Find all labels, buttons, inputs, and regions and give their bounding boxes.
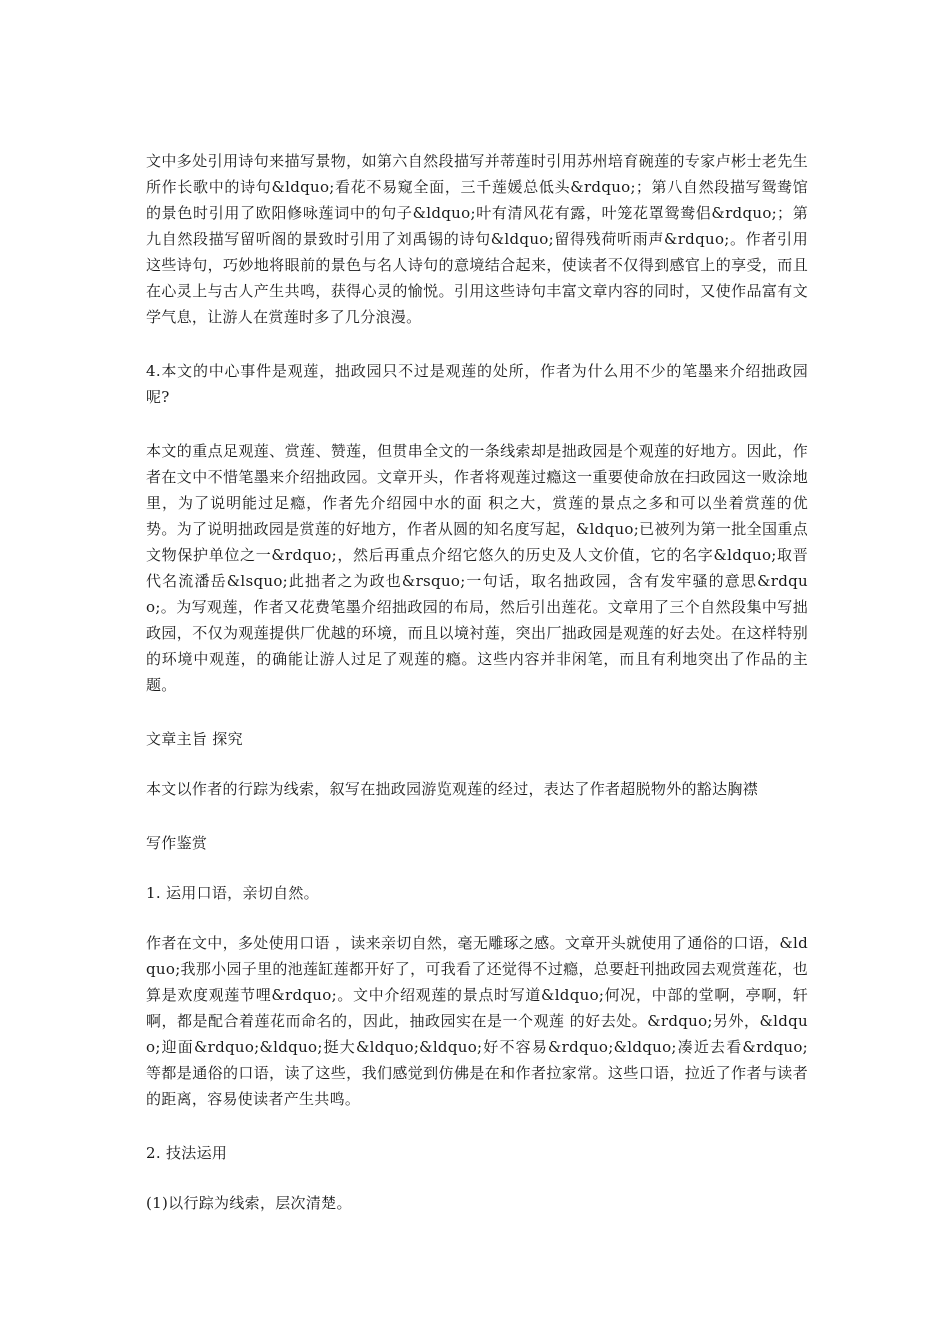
point-1-heading: 1. 运用口语，亲切自然。 [146, 884, 319, 902]
document-page [146, 148, 808, 1244]
theme-summary: 本文以作者的行踪为线索，叙写在拙政园游览观莲的经过，表达了作者超脱物外的豁达胸襟 [146, 780, 759, 798]
paragraph-poetry-quotes: 文中多处引用诗句来描写景物，如第六自然段描写并蒂莲时引用苏州培育碗莲的专家卢彬士老先生所作长歌中的诗句&ldquo;看花不易窥全面，三千莲媛总低头&rdquo;；第八自然段描写鸳鸯馆的景色时引用了欧阳修咏莲词中的句子&ldquo;叶有清风花有露，叶笼花罩鸳鸯侣&rdquo;；第九自然段描写留听阁的景致时引用了刘禹锡的诗句&ldquo;留得残荷听雨声&rdquo;。作者引用这些诗句，巧妙地将眼前的景色与名人诗句的意境结合起来，使读者不仅得到感官上的享受，而且在心灵上与古人产生共鸣，获得心灵的愉悦。引用这些诗句丰富文章内容的同时，又使作品富有文学气息，让游人在赏莲时多了几分浪漫。 [146, 152, 808, 326]
point-1-body: 作者在文中，多处使用口语 ，读来亲切自然，毫无雕琢之感。文章开头就使用了通俗的口语，&ldquo;我那小园子里的池莲缸莲都开好了，可我看了还觉得不过瘾，总要赶刊拙政园去观赏莲花，也算是欢度观莲节哩&rdquo;。文中介绍观莲的景点时写道&ldquo;何况，中部的堂啊，亭啊，轩啊，都是配合着莲花而命名的，因此，抽政园实在是一个观莲 的好去处。&rdquo;另外，&ldquo;迎面&rdquo;&ldquo;挺大&ldquo;&ldquo;好不容易&rdquo;&ldquo;凑近去看&rdquo;等都是通俗的口语，读了这些，我们感觉到仿佛是在和作者拉家常。这些口语，拉近了作者与读者的距离，容易使读者产生共鸣。 [146, 934, 808, 1108]
point-2-sub-1: (1)以行踪为线索，层次清楚。 [146, 1194, 352, 1212]
question-4: 4.本文的中心事件是观莲，拙政园只不过是观莲的处所，作者为什么用不少的笔墨来介绍拙政园呢? [146, 362, 808, 406]
section-heading-appreciation: 写作鉴赏 [146, 834, 208, 852]
section-heading-theme: 文章主旨 探究 [146, 730, 243, 748]
point-2-heading: 2. 技法运用 [146, 1144, 228, 1162]
answer-4: 本文的重点足观莲、赏莲、赞莲，但贯串全文的一条线索却是拙政园是个观莲的好地方。因此，作者在文中不惜笔墨来介绍拙政园。文章开头，作者将观莲过瘾这一重要使命放在扫政园这一败涂地里，为了说明能过足瘾，作者先介绍园中水的面 积之大，赏莲的景点之多和可以坐着赏莲的优势。为了说明拙政园是赏莲的好地方，作者从圆的知名度写起，&ldquo;已被列为第一批全国重点文物保护单位之一&rdquo;，然后再重点介绍它悠久的历史及人文价值，它的名字&ldquo;取晋代名流潘岳&lsquo;此拙者之为政也&rsquo;一句话，取名拙政园，含有发牢骚的意思&rdquo;。为写观莲，作者又花费笔墨介绍拙政园的布局，然后引出莲花。文章用了三个自然段集中写拙政园，不仅为观莲提供厂优越的环境，而且以境衬莲，突出厂拙政园是观莲的好去处。在这样特别的环境中观莲，的确能让游人过足了观莲的瘾。这些内容并非闲笔，而且有利地突出了作品的主题。 [146, 442, 808, 694]
